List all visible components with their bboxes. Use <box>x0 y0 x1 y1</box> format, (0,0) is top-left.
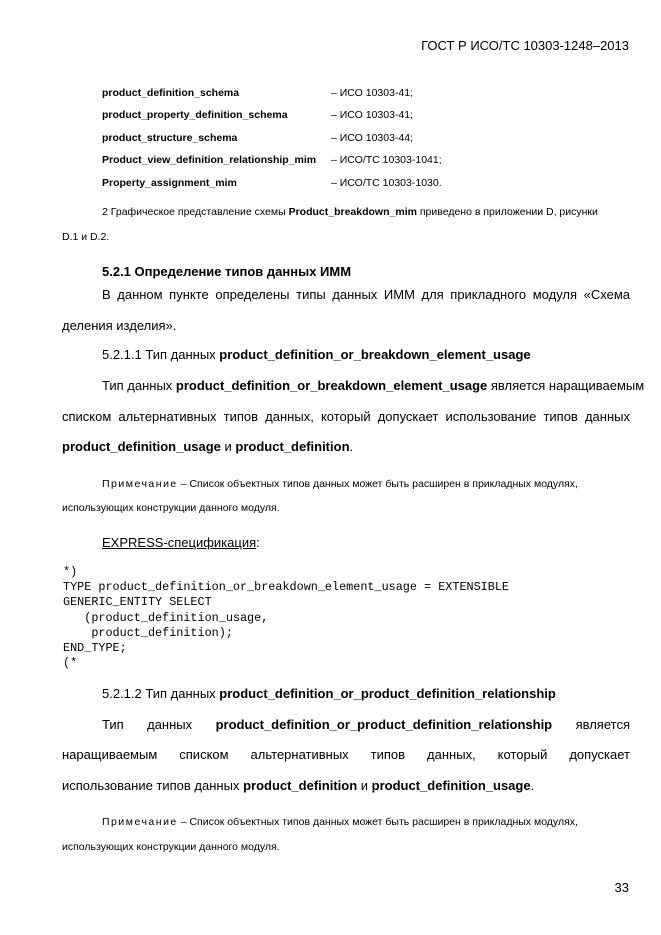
schema-name: product_definition_schema <box>102 87 240 99</box>
note-text: – Список объектных типов данных может быть расширен в прикладных модулях, <box>177 478 578 490</box>
express-label-text: EXPRESS-спецификация <box>102 535 257 550</box>
note-line: использующих конструкции данного модуля. <box>62 502 280 514</box>
text: . <box>349 439 354 454</box>
schema-ref: – ИСО 10303-44; <box>331 132 414 144</box>
paragraph-line: наращиваемым списком альтернативных типов данных, который допускает <box>62 747 630 762</box>
note-label: Примечание <box>102 816 178 828</box>
schema-ref: – ИСО 10303-41; <box>331 87 414 99</box>
schema-name: product_structure_schema <box>102 132 238 144</box>
schema-name: product_property_definition_schema <box>102 109 288 121</box>
heading-type-name: product_definition_or_product_definition_relationship <box>219 686 556 701</box>
heading-type-name: product_definition_or_breakdown_element_usage <box>219 347 531 362</box>
heading-text: 5.2.1.2 Тип данных <box>102 686 220 701</box>
schema-ref: – ИСО/ТС 10303-1041; <box>331 154 442 166</box>
text: и <box>357 778 372 793</box>
express-label <box>102 535 260 550</box>
text: Тип данных <box>102 717 216 732</box>
paragraph-line: В данном пункте определены типы данных ИММ для прикладного модуля «Схема <box>102 287 630 302</box>
paragraph-line <box>102 378 645 393</box>
page-number: 33 <box>614 880 629 895</box>
type-name: product_definition_usage <box>62 439 221 454</box>
note-2-line-2: D.1 и D.2. <box>62 231 110 243</box>
note-text: приведено в приложении D, рисунки <box>416 206 598 218</box>
note-line: использующих конструкции данного модуля. <box>62 841 280 853</box>
type-name: product_definition <box>243 778 358 793</box>
schema-ref: – ИСО/ТС 10303-1030. <box>331 177 442 189</box>
paragraph-line <box>102 717 630 732</box>
section-heading-5-2-1-1 <box>102 347 531 362</box>
section-heading-5-2-1: 5.2.1 Определение типов данных ИММ <box>102 264 352 279</box>
type-name: product_definition <box>235 439 350 454</box>
text: Тип данных <box>102 378 176 393</box>
schema-name: Property_assignment_mim <box>102 177 237 189</box>
note-line <box>102 816 578 828</box>
paragraph-line <box>62 778 534 793</box>
note-label: Примечание <box>102 478 178 490</box>
section-heading-5-2-1-2 <box>102 686 556 701</box>
text: и <box>220 439 236 454</box>
note-schema-name: Product_breakdown_mim <box>288 206 417 218</box>
heading-text: 5.2.1.1 Тип данных <box>102 347 220 362</box>
paragraph-line <box>62 439 353 454</box>
note-2-line-1 <box>102 206 598 218</box>
paragraph-line: списком альтернативных типов данных, который допускает использование типов данных <box>62 409 630 424</box>
express-colon: : <box>256 535 260 550</box>
type-name: product_definition_or_breakdown_element_usage <box>175 378 488 393</box>
schema-name: Product_view_definition_relationship_mim <box>102 154 317 166</box>
type-name: product_definition_usage <box>371 778 531 793</box>
document-header: ГОСТ Р ИСО/ТС 10303-1248–2013 <box>421 38 629 53</box>
note-text: – Список объектных типов данных может быть расширен в прикладных модулях, <box>177 816 578 828</box>
text: является <box>552 717 630 732</box>
note-text: 2 Графическое представление схемы <box>102 206 289 218</box>
text: использование типов данных <box>62 778 244 793</box>
text: . <box>530 778 535 793</box>
text: является наращиваемым <box>487 378 645 393</box>
paragraph-line: деления изделия». <box>62 318 177 333</box>
note-line <box>102 478 578 490</box>
type-name: product_definition_or_product_definition_relationship <box>215 717 553 732</box>
schema-ref: – ИСО 10303-41; <box>331 109 414 121</box>
express-code-block: *) TYPE product_definition_or_breakdown_element_usage = EXTENSIBLE GENERIC_ENTITY SELECT (product_definition_usage, product_definition); END_TYPE; (* <box>63 565 509 671</box>
